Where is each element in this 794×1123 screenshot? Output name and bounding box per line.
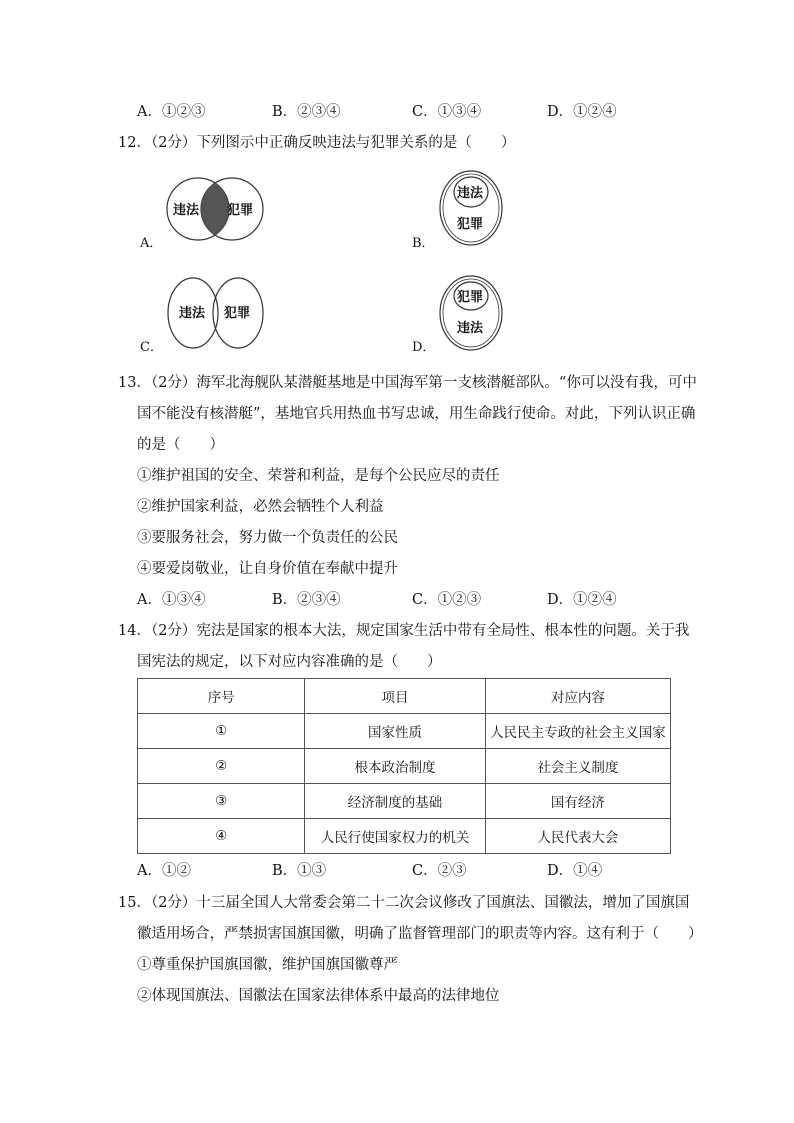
q12-diagram-c [165, 275, 265, 353]
table-cell: ② [138, 749, 305, 784]
q14-stem-line-1: 14．（2分）宪法是国家的根本大法，规定国家生活中带有全局性、根本性的问题。关于我 [118, 623, 690, 639]
table-row [138, 819, 671, 854]
q12-diagram-a [165, 170, 265, 248]
q12-a-fanzui-label: 犯罪 [227, 203, 254, 218]
q12-label-d: D． [412, 340, 436, 355]
table-cell: 社会主义制度 [485, 749, 670, 784]
q12-b-weifa-label: 违法 [457, 186, 484, 201]
q13-option-c: C．①②③ [412, 592, 482, 608]
q11-option-a: A．①②③ [137, 104, 206, 120]
q13-option-d: D．①②④ [547, 592, 617, 608]
q13-option-a: A．①③④ [137, 592, 206, 608]
q14-option-a: A．①② [137, 863, 191, 879]
q11-option-c: C．①③④ [412, 104, 482, 120]
table-row [138, 749, 671, 784]
q12-label-b: B． [412, 236, 435, 251]
q13-item-4: ④要爱岗敬业，让自身价值在奉献中提升 [137, 561, 398, 577]
q15-item-1: ①尊重保护国旗国徽，维护国旗国徽尊严 [137, 957, 398, 973]
q14-stem-line-2: 国宪法的规定，以下对应内容准确的是（ ） [137, 654, 442, 670]
q13-stem-line-3: 的是（ ） [137, 437, 224, 453]
q12-label-c: C． [140, 340, 163, 355]
q12-d-weifa-label: 违法 [457, 321, 484, 336]
table-cell: ④ [138, 819, 305, 854]
q13-item-2: ②维护国家利益，必然会牺牲个人利益 [137, 499, 384, 515]
table-header-cell: 序号 [138, 679, 305, 714]
q13-stem-line-2: 国不能没有核潜艇”，基地官兵用热血书写忠诚，用生命践行使命。对此，下列认识正确 [137, 406, 696, 422]
q12-b-fanzui-label: 犯罪 [457, 217, 484, 232]
q12-stem: 12．（2分）下列图示中正确反映违法与犯罪关系的是（ ） [118, 135, 516, 151]
q13-option-b: B．②③④ [272, 592, 341, 608]
q12-c-fanzui-label: 犯罪 [224, 306, 251, 321]
table-cell: 人民行使国家权力的机关 [305, 819, 485, 854]
q12-c-weifa-label: 违法 [179, 306, 206, 321]
q12-diagram-b [438, 170, 508, 248]
q13-item-1: ①维护祖国的安全、荣誉和利益，是每个公民应尽的责任 [137, 468, 500, 484]
table-cell: 国有经济 [485, 784, 670, 819]
q15-item-2: ②体现国旗法、国徽法在国家法律体系中最高的法律地位 [137, 988, 500, 1004]
q15-stem-line-1: 15．（2分）十三届全国人大常委会第二十二次会议修改了国旗法、国徽法，增加了国旗国 [118, 895, 690, 911]
table-header-cell: 对应内容 [485, 679, 670, 714]
table-cell: ① [138, 714, 305, 749]
q15-stem-line-2: 徽适用场合，严禁损害国旗国徽，明确了监督管理部门的职责等内容。这有利于（ ） [137, 926, 703, 942]
q13-item-3: ③要服务社会，努力做一个负责任的公民 [137, 530, 398, 546]
q11-option-d: D．①②④ [547, 104, 617, 120]
table-header-cell: 项目 [305, 679, 485, 714]
table-cell: ③ [138, 784, 305, 819]
table-row [138, 714, 671, 749]
table-cell: 国家性质 [305, 714, 485, 749]
q13-stem-line-1: 13．（2分）海军北海舰队某潜艇基地是中国海军第一支核潜艇部队。“你可以没有我，可中 [118, 375, 697, 391]
q12-d-fanzui-label: 犯罪 [457, 290, 484, 305]
q12-label-a: A． [140, 236, 163, 251]
table-header-row [138, 679, 671, 714]
q12-diagram-d [438, 275, 508, 353]
q14-option-d: D．①④ [547, 863, 603, 879]
q14-option-b: B．①③ [272, 863, 327, 879]
q11-option-b: B．②③④ [272, 104, 341, 120]
table-cell: 经济制度的基础 [305, 784, 485, 819]
q14-table [137, 678, 671, 854]
table-cell: 人民民主专政的社会主义国家 [485, 714, 670, 749]
q14-option-c: C．②③ [412, 863, 467, 879]
table-cell: 根本政治制度 [305, 749, 485, 784]
q12-a-weifa-label: 违法 [173, 203, 200, 218]
table-row [138, 784, 671, 819]
table-cell: 人民代表大会 [485, 819, 670, 854]
